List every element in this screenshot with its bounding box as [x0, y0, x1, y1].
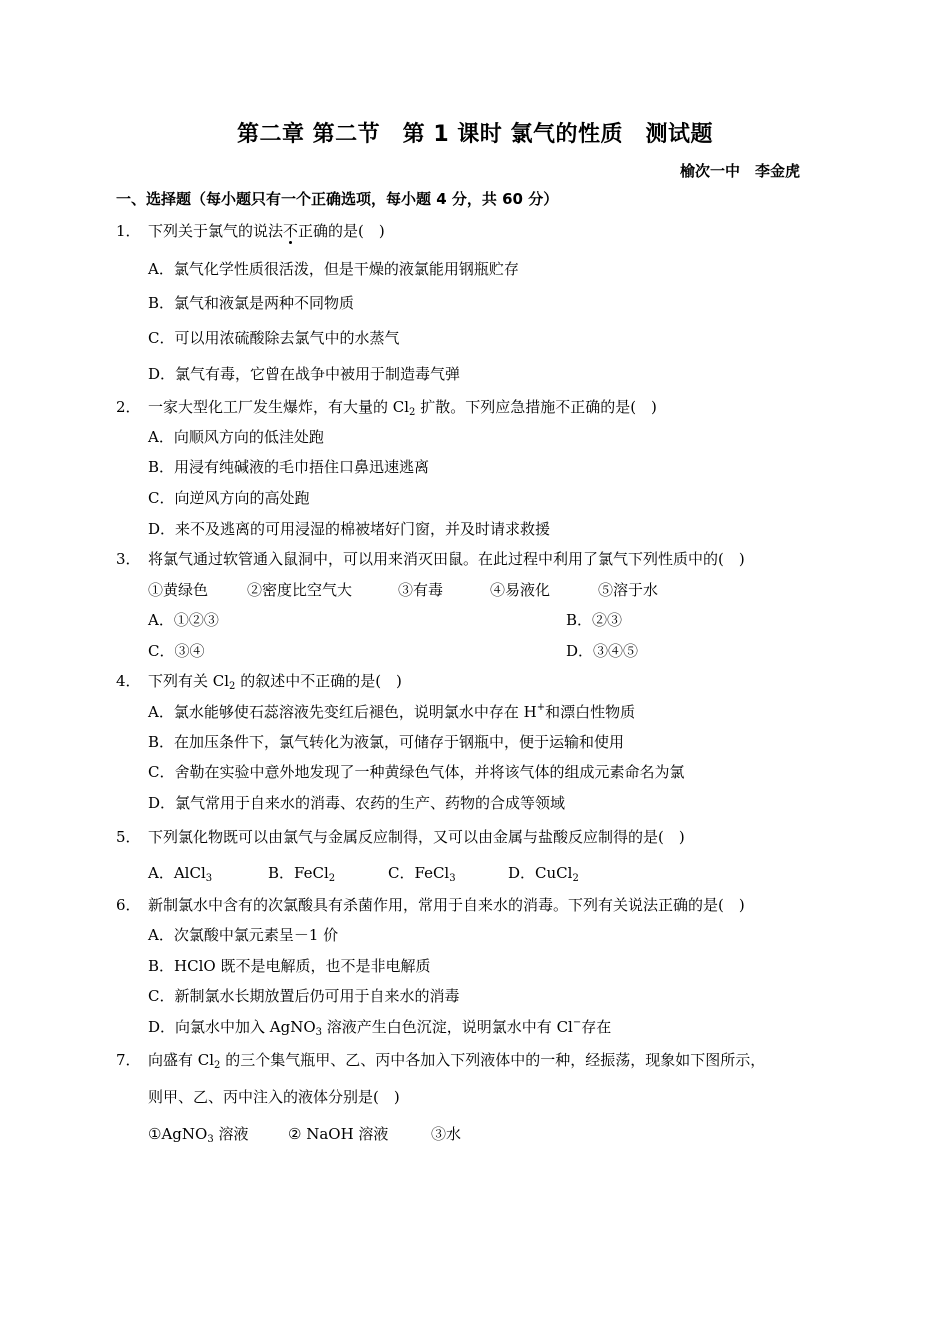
option-a: A．氯气化学性质很活泼，但是干燥的液氯能用钢瓶贮存 [148, 260, 519, 278]
property-4: ④易液化 [490, 581, 551, 599]
liquid-1 [148, 1124, 248, 1144]
option-text: 和漂白性物质 [545, 703, 636, 721]
subscript: 3 [207, 1134, 214, 1145]
question-stem: 下列氯化物既可以由氯气与金属反应制得，又可以由金属与盐酸反应制得的是( ) [148, 828, 685, 846]
option-d: D．③④⑤ [566, 642, 639, 660]
option-c: C．③④ [148, 642, 205, 660]
question-number: 5． [116, 828, 141, 846]
option-d: D．氯气有毒，它曾在战争中被用于制造毒气弹 [148, 365, 461, 383]
subscript: 2 [409, 407, 416, 418]
option-b: B．HClO 既不是电解质，也不是非电解质 [148, 957, 431, 975]
option-d: D．氯气常用于自来水的消毒、农药的生产、药物的合成等领域 [148, 794, 566, 812]
liquid-3: ③水 [431, 1125, 462, 1143]
question-number: 3． [116, 550, 141, 568]
option-b: B．用浸有纯碱液的毛巾捂住口鼻迅速逃离 [148, 458, 430, 476]
subscript: 2 [229, 681, 236, 692]
question-stem: 将氯气通过软管通入鼠洞中，可以用来消灭田鼠。在此过程中利用了氯气下列性质中的( ) [148, 550, 745, 568]
question-stem [148, 671, 402, 691]
option-a: A．①②③ [148, 611, 219, 629]
option-text: B．FeCl [268, 864, 329, 882]
liquid-text: 溶液 [213, 1125, 249, 1143]
option-d: D．来不及逃离的可用浸湿的棉被堵好门窗，并及时请求救援 [148, 520, 551, 538]
property-3: ③有毒 [398, 581, 444, 599]
question-stem-line-2: 则甲、乙、丙中注入的液体分别是( ) [148, 1088, 400, 1106]
emphasis-dot-text: 不 [283, 222, 299, 240]
stem-text: 一家大型化工厂发生爆炸，有大量的 Cl [148, 398, 410, 416]
superscript: + [536, 702, 546, 713]
section-heading: 一、选择题（每小题只有一个正确选项，每小题 4 分，共 60 分） [116, 190, 559, 208]
subscript: 2 [214, 1060, 221, 1071]
property-5: ⑤溶于水 [598, 581, 659, 599]
option-d [508, 863, 579, 883]
option-a [148, 863, 212, 883]
subscript: 3 [315, 1027, 323, 1038]
option-c: C．向逆风方向的高处跑 [148, 489, 310, 507]
question-number: 4． [116, 672, 141, 690]
stem-text: 扩散。下列应急措施不正确的是( ) [415, 398, 657, 416]
option-b: B．②③ [566, 611, 623, 629]
option-text: A．AlCl [148, 864, 206, 882]
option-a: A．向顺风方向的低洼处跑 [148, 428, 324, 446]
subscript: 3 [449, 873, 456, 884]
stem-text: 下列有关 Cl [148, 672, 230, 690]
question-stem [148, 397, 657, 417]
subscript: 2 [572, 873, 579, 884]
question-number: 7． [116, 1051, 141, 1069]
author-line: 榆次一中 李金虎 [679, 162, 800, 180]
stem-text: 下列关于氯气的说法 [148, 222, 284, 240]
question-stem [148, 221, 385, 241]
page-title: 第二章 第二节 第 1 课时 氯气的性质 测试题 [237, 122, 713, 147]
stem-text: 的三个集气瓶甲、乙、丙中各加入下列液体中的一种，经振荡，现象如下图所示， [220, 1051, 766, 1069]
option-text: C．FeCl [388, 864, 450, 882]
option-text: D．CuCl [508, 864, 573, 882]
option-c: C．新制氯水长期放置后仍可用于自来水的消毒 [148, 987, 460, 1005]
subscript: 2 [328, 873, 336, 884]
stem-text: 的叙述中不正确的是( ) [235, 672, 402, 690]
property-2: ②密度比空气大 [247, 581, 353, 599]
option-text: D．向氯水中加入 AgNO [148, 1018, 316, 1036]
option-c: C．舍勒在实验中意外地发现了一种黄绿色气体，并将该气体的组成元素命名为氯 [148, 763, 685, 781]
option-b: B．氯气和液氯是两种不同物质 [148, 294, 355, 312]
option-a [148, 702, 635, 722]
liquid-text: ①AgNO [148, 1125, 208, 1143]
question-number: 6． [116, 896, 141, 914]
option-b [268, 863, 335, 883]
subscript: 3 [205, 873, 213, 884]
stem-text: 正确的是( ) [298, 222, 385, 240]
stem-text: 向盛有 Cl [148, 1051, 215, 1069]
option-text: 存在 [581, 1018, 612, 1036]
question-number: 2． [116, 398, 141, 416]
option-text: A．氯水能够使石蕊溶液先变红后褪色，说明氯水中存在 H [148, 703, 537, 721]
option-b: B．在加压条件下，氯气转化为液氯，可储存于钢瓶中，便于运输和使用 [148, 733, 625, 751]
question-number: 1． [116, 222, 141, 240]
option-a: A．次氯酸中氯元素呈－1 价 [148, 926, 339, 944]
question-stem [148, 1050, 765, 1070]
option-c: C．可以用浓硫酸除去氯气中的水蒸气 [148, 329, 400, 347]
option-d [148, 1017, 611, 1037]
superscript: − [572, 1017, 582, 1028]
liquid-2: ② NaOH 溶液 [288, 1125, 389, 1143]
option-c [388, 863, 456, 883]
option-text: 溶液产生白色沉淀，说明氯水中有 Cl [322, 1018, 573, 1036]
question-stem: 新制氯水中含有的次氯酸具有杀菌作用，常用于自来水的消毒。下列有关说法正确的是( ) [148, 896, 745, 914]
property-1: ①黄绿色 [148, 581, 209, 599]
